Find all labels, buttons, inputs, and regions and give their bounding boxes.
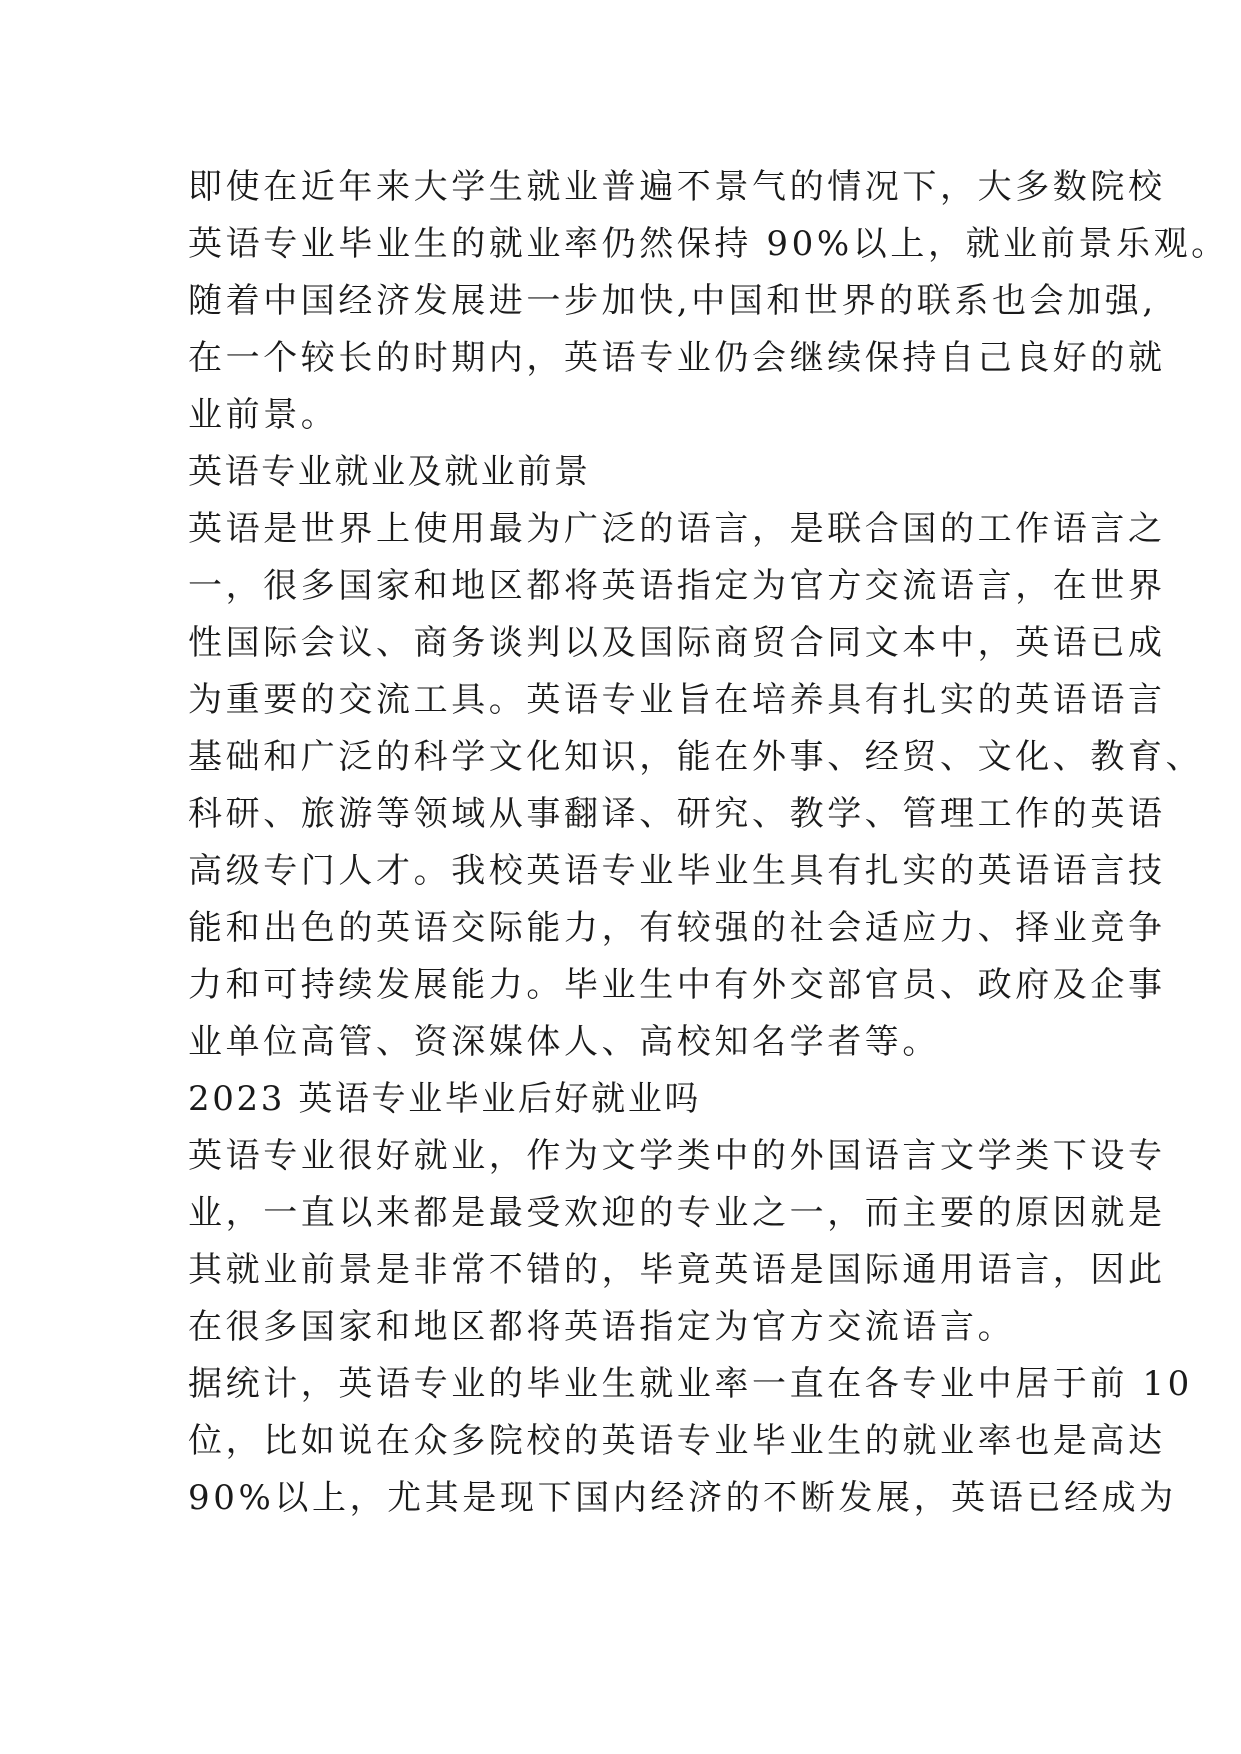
text-line: 为重要的交流工具。英语专业旨在培养具有扎实的英语语言 [188, 680, 1166, 720]
text-line: 业单位高管、资深媒体人、高校知名学者等。 [188, 1022, 940, 1062]
text-line: 其就业前景是非常不错的，毕竟英语是国际通用语言，因此 [188, 1250, 1166, 1290]
section-heading: 英语专业就业及就业前景 [188, 452, 591, 492]
text-line: 据统计，英语专业的毕业生就业率一直在各专业中居于前 10 [188, 1364, 1193, 1404]
text-line: 英语是世界上使用最为广泛的语言，是联合国的工作语言之 [188, 509, 1166, 549]
text-line: 业前景。 [188, 395, 339, 435]
text-line: 90%以上，尤其是现下国内经济的不断发展，英语已经成为 [188, 1478, 1177, 1518]
text-line: 随着中国经济发展进一步加快,中国和世界的联系也会加强, [188, 281, 1157, 321]
text-line: 在很多国家和地区都将英语指定为官方交流语言。 [188, 1307, 1016, 1347]
text-line: 性国际会议、商务谈判以及国际商贸合同文本中，英语已成 [188, 623, 1166, 663]
text-line: 英语专业很好就业，作为文学类中的外国语言文学类下设专 [188, 1136, 1166, 1176]
text-line: 位，比如说在众多院校的英语专业毕业生的就业率也是高达 [188, 1421, 1166, 1461]
text-line: 能和出色的英语交际能力，有较强的社会适应力、择业竞争 [188, 908, 1166, 948]
text-line: 高级专门人才。我校英语专业毕业生具有扎实的英语语言技 [188, 851, 1166, 891]
text-line: 基础和广泛的科学文化知识，能在外事、经贸、文化、教育、 [188, 737, 1204, 777]
text-line: 在一个较长的时期内，英语专业仍会继续保持自己良好的就 [188, 338, 1166, 378]
text-line: 英语专业毕业生的就业率仍然保持 90%以上，就业前景乐观。 [188, 224, 1229, 264]
text-line: 力和可持续发展能力。毕业生中有外交部官员、政府及企事 [188, 965, 1166, 1005]
section-heading: 2023 英语专业毕业后好就业吗 [188, 1079, 701, 1119]
text-line: 业，一直以来都是最受欢迎的专业之一，而主要的原因就是 [188, 1193, 1166, 1233]
text-line: 一，很多国家和地区都将英语指定为官方交流语言，在世界 [188, 566, 1166, 606]
text-line: 即使在近年来大学生就业普遍不景气的情况下，大多数院校 [188, 167, 1166, 207]
text-line: 科研、旅游等领域从事翻译、研究、教学、管理工作的英语 [188, 794, 1166, 834]
